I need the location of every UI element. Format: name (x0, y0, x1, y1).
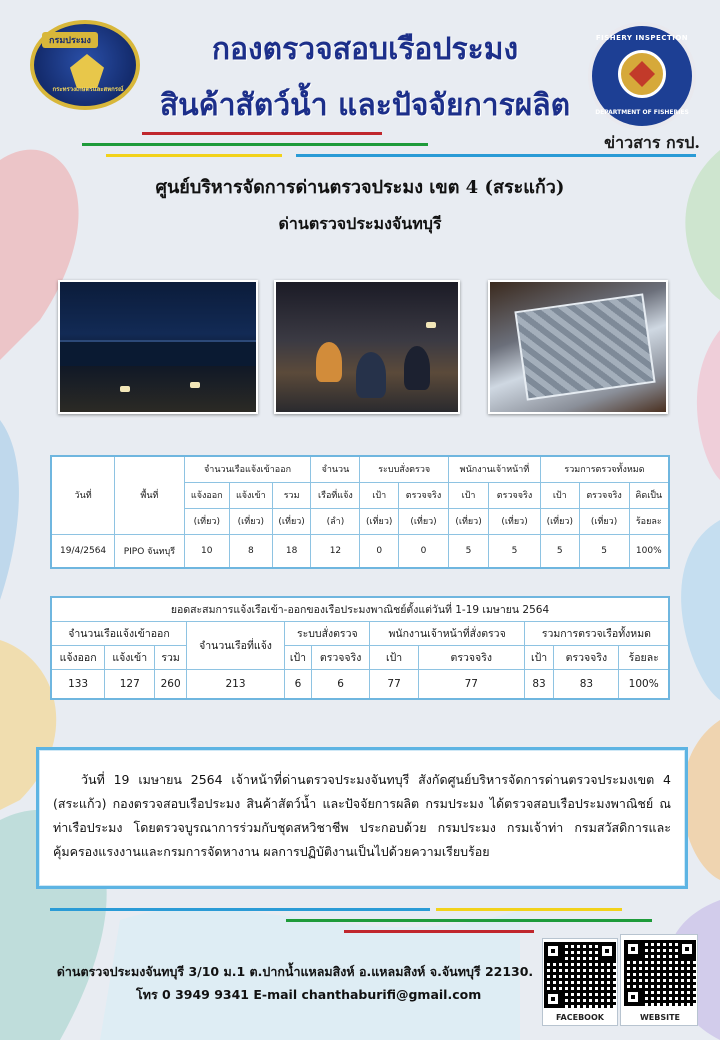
logo-left-band: กรมประมง (42, 32, 98, 48)
logo-right-emblem (618, 50, 666, 98)
sub-percent: ร้อยละ (619, 645, 669, 669)
cell-in: 127 (105, 669, 155, 699)
sub-sum: รวม (155, 645, 187, 669)
sub-boats-reported: เรือที่แจ้ง (311, 482, 360, 508)
cell-out: 133 (51, 669, 105, 699)
qr-card-website (620, 934, 698, 1026)
photo-1-light (120, 386, 130, 392)
news-paragraph-box (36, 747, 688, 889)
footer-address: ด่านตรวจประมงจันทบุรี 3/10 ม.1 ต.ปากน้ำแหลมสิงห์ อ.แหลมสิงห์ จ.จันทบุรี 22130. (56, 964, 534, 979)
website-qr-code[interactable] (624, 940, 696, 1006)
photo-2-person (404, 346, 430, 390)
cell-out: 10 (184, 534, 229, 568)
sub-system-actual: ตรวจจริง (399, 482, 449, 508)
sub-total-actual: ตรวจจริง (554, 645, 619, 669)
page-header (0, 0, 720, 170)
table-row (51, 669, 669, 699)
logo-left-ring-text: กระทรวงเกษตรและสหกรณ์ (52, 86, 124, 93)
header-boats-reported: จำนวนเรือที่แจ้ง (186, 621, 284, 669)
header-count: จำนวน (311, 456, 360, 482)
facebook-qr-code[interactable] (544, 942, 616, 1008)
sub-sum: รวม (272, 482, 311, 508)
header-reports: จำนวนเรือแจ้งเข้าออก (51, 621, 186, 645)
sub-officer-target: เป้า (448, 482, 488, 508)
cumulative-inspection-table (50, 596, 670, 700)
qr-label-facebook: FACEBOOK (556, 1013, 604, 1022)
qr-finder (544, 942, 562, 960)
cell-system-actual: 6 (311, 669, 370, 699)
qr-card-facebook (542, 938, 618, 1026)
header-total: รวมการตรวจทั้งหมด (540, 456, 669, 482)
cell-percent: 100% (619, 669, 669, 699)
cell-total-target: 83 (524, 669, 554, 699)
qr-label-website: WEBSITE (639, 1013, 681, 1022)
cell-system-actual: 0 (399, 534, 449, 568)
cell-total-actual: 83 (554, 669, 619, 699)
subtitle-center: ศูนย์บริหารจัดการด่านตรวจประมง เขต 4 (สระแก้ว) (155, 177, 565, 198)
news-paragraph: วันที่ 19 เมษายน 2564 เจ้าหน้าที่ด่านตรวจประมงจันทบุรี สังกัดศูนย์บริหารจัดการด่านตรวจประมงเขต 4 (สระแก้ว) กองตรวจสอบเรือประมง สินค้าสัตว์น้ำ และปัจจัยการผลิต กรมประมง ได้ตรวจสอบเรือประมงพาณิชย์ ณ ท่าเรือประมง โดยตรวจบูรณาการร่วมกับชุดสหวิชาชีพ ประกอบด้วย กรมประมง กรมเจ้าท่า กรมสวัสดิการและคุ้มครองแรงงานและกรมการจัดหางาน ผลการปฏิบัติงานเป็นไปด้วยความเรียบร้อย (53, 772, 671, 859)
cell-total-actual: 5 (579, 534, 629, 568)
cell-boats: 12 (311, 534, 360, 568)
cell-system-target: 6 (285, 669, 312, 699)
sub-officer-target: เป้า (370, 645, 418, 669)
qr-finder (678, 940, 696, 958)
footer-contact: โทร 0 3949 9341 E-mail chanthaburifi@gmail.com (136, 987, 482, 1002)
qr-finder (624, 940, 642, 958)
unit-out: (เที่ยว) (184, 508, 229, 534)
cell-boats: 213 (186, 669, 284, 699)
header-officer: พนักงานเจ้าหน้าที่สั่งตรวจ (370, 621, 524, 645)
photo-vessel-inspection (58, 280, 258, 414)
cell-area: PIPO จันทบุรี (115, 534, 184, 568)
page-title-line-2: สินค้าสัตว์น้ำ และปัจจัยการผลิต (159, 88, 571, 123)
cell-sum: 18 (272, 534, 311, 568)
photo-2-light (426, 322, 436, 328)
unit-officer-actual: (เที่ยว) (489, 508, 541, 534)
header-area: พื้นที่ (115, 456, 184, 534)
sub-officer-actual: ตรวจจริง (489, 482, 541, 508)
cell-officer-actual: 5 (489, 534, 541, 568)
unit-total-actual: (เที่ยว) (579, 508, 629, 534)
fishery-inspection-logo (588, 22, 696, 130)
photo-3-bag (514, 293, 655, 400)
sub-in: แจ้งเข้า (229, 482, 272, 508)
qr-finder (544, 990, 562, 1008)
qr-finder (598, 942, 616, 960)
header-total: รวมการตรวจเรือทั้งหมด (524, 621, 669, 645)
cell-officer-target: 77 (370, 669, 418, 699)
cell-officer-actual: 77 (418, 669, 524, 699)
table-row (51, 534, 669, 568)
sub-out: แจ้งออก (51, 645, 105, 669)
emblem-icon (70, 54, 104, 88)
header-date: วันที่ (51, 456, 115, 534)
photo-2-person (316, 342, 342, 382)
sub-out: แจ้งออก (184, 482, 229, 508)
unit-total-target: (เที่ยว) (540, 508, 579, 534)
unit-officer-target: (เที่ยว) (448, 508, 488, 534)
divider-yellow (106, 154, 282, 157)
unit-in: (เที่ยว) (229, 508, 272, 534)
cell-date: 19/4/2564 (51, 534, 115, 568)
photo-2-person (356, 352, 386, 398)
cell-officer-target: 5 (448, 534, 488, 568)
header-system: ระบบสั่งตรวจ (360, 456, 449, 482)
sub-total-actual: ตรวจจริง (579, 482, 629, 508)
cell-system-target: 0 (360, 534, 399, 568)
news-label: ข่าวสาร กรป. (604, 133, 700, 152)
divider-green (82, 143, 428, 146)
page-title-line-1: กองตรวจสอบเรือประมง (211, 32, 519, 67)
cell-total-target: 5 (540, 534, 579, 568)
divider-red (142, 132, 382, 135)
cell-sum: 260 (155, 669, 187, 699)
department-of-fisheries-logo (30, 20, 140, 110)
anchor-icon (629, 61, 655, 87)
unit-boats: (ลำ) (311, 508, 360, 534)
sub-in: แจ้งเข้า (105, 645, 155, 669)
sub-total-target: เป้า (540, 482, 579, 508)
daily-inspection-table (50, 455, 670, 569)
cumulative-table-title: ยอดสะสมการแจ้งเรือเข้า-ออกของเรือประมงพาณิชย์ตั้งแต่วันที่ 1-19 เมษายน 2564 (51, 597, 669, 621)
header-system: ระบบสั่งตรวจ (285, 621, 370, 645)
logo-right-ring-top: FISHERY INSPECTION (595, 34, 689, 42)
unit-system-actual: (เที่ยว) (399, 508, 449, 534)
footer-divider-green (286, 919, 652, 922)
unit-system-target: (เที่ยว) (360, 508, 399, 534)
header-officer: พนักงานเจ้าหน้าที่ (448, 456, 540, 482)
sub-percent-label: คิดเป็น (629, 482, 669, 508)
footer-divider-blue (50, 908, 430, 911)
sub-system-actual: ตรวจจริง (311, 645, 370, 669)
header-reports: จำนวนเรือแจ้งเข้าออก (184, 456, 311, 482)
logo-right-ring-bottom: DEPARTMENT OF FISHERIES (595, 109, 689, 116)
cell-in: 8 (229, 534, 272, 568)
footer-divider-yellow (436, 908, 622, 911)
sub-system-target: เป้า (285, 645, 312, 669)
sub-total-target: เป้า (524, 645, 554, 669)
photo-1-pipe (60, 340, 258, 366)
sub-officer-actual: ตรวจจริง (418, 645, 524, 669)
footer-divider-red (344, 930, 534, 933)
cell-percent: 100% (629, 534, 669, 568)
qr-finder (624, 988, 642, 1006)
unit-sum: (เที่ยว) (272, 508, 311, 534)
sub-system-target: เป้า (360, 482, 399, 508)
unit-percent: ร้อยละ (629, 508, 669, 534)
photo-cargo-bags (488, 280, 668, 414)
photo-officers-at-pier (274, 280, 460, 414)
photo-1-light (190, 382, 200, 388)
subtitle-checkpoint: ด่านตรวจประมงจันทบุรี (278, 214, 442, 233)
